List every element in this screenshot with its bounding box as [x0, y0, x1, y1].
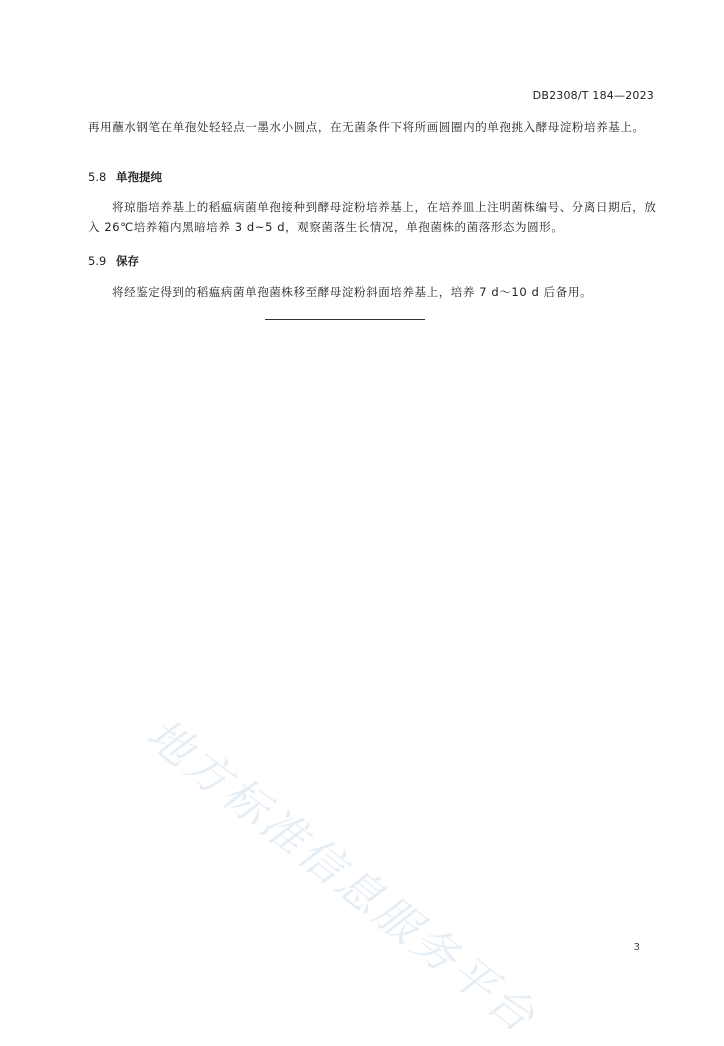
standard-code: DB2308/T 184—2023 — [532, 89, 654, 102]
section-heading-5-8 — [88, 169, 162, 185]
section-title: 保存 — [116, 254, 139, 268]
section-title: 单孢提纯 — [116, 170, 162, 184]
continuation-paragraph: 再用蘸水钢笔在单孢处轻轻点一墨水小圆点，在无菌条件下将所画圆圈内的单孢挑入酵母淀粉培养基上。 — [88, 120, 645, 134]
watermark: 地方标准信息服务平台 — [136, 708, 547, 1045]
page-number: 3 — [633, 942, 640, 953]
end-of-text-rule — [265, 319, 425, 320]
section-number: 5.9 — [88, 254, 107, 268]
section-5-8-paragraph: 将琼脂培养基上的稻瘟病菌单孢接种到酵母淀粉培养基上，在培养皿上注明菌株编号、分离日期后，放入 26℃培养箱内黑暗培养 3 d~5 d，观察菌落生长情况，单孢菌株的菌落形态为圆形。 — [88, 200, 657, 234]
section-number: 5.8 — [88, 170, 107, 184]
section-heading-5-9 — [88, 253, 139, 269]
section-5-9-paragraph: 将经鉴定得到的稻瘟病菌单孢菌株移至酵母淀粉斜面培养基上，培养 7 d～10 d 后备用。 — [112, 285, 593, 299]
